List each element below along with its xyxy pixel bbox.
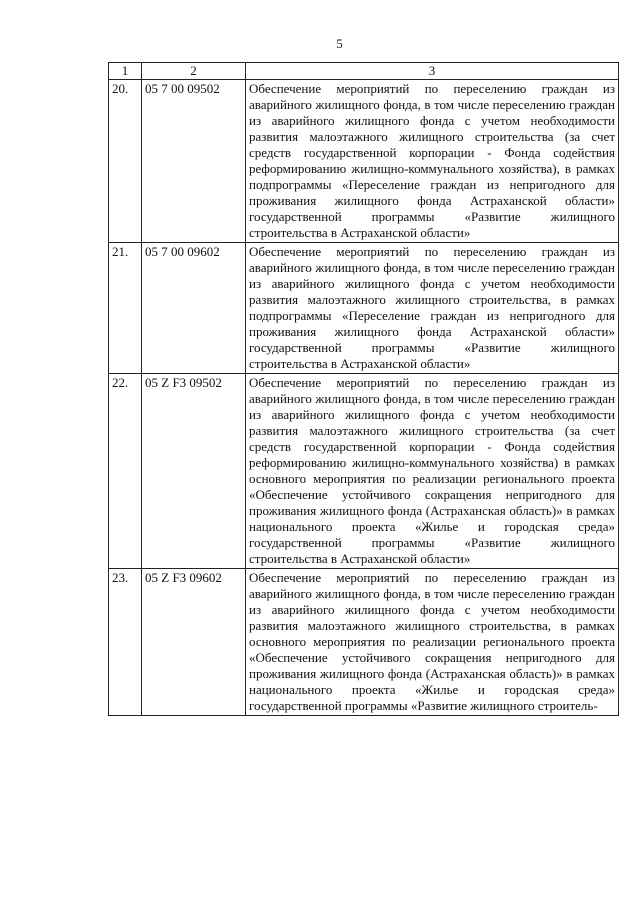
row-number: 21.	[109, 243, 142, 374]
table-row	[109, 243, 619, 374]
row-description: Обеспечение мероприятий по переселению граждан из аварийного жилищного фонда, в том числе переселению граждан из аварийного жилищного фонда с учетом необходимости развития малоэтажного жилищного строительства (за счет средств государственной корпорации - Фонда содействия реформированию жилищно-коммунального хозяйства) в рамках основного мероприятия по реализации регионального проекта «Обеспечение устойчивого сокращения непригодного для проживания жилищного фонда (Астраханская область)» в рамках национального проекта «Жилье и городская среда» государственной программы «Развитие жилищного строительства в Астраханской области»	[246, 374, 619, 569]
row-number: 22.	[109, 374, 142, 569]
row-code: 05 7 00 09602	[142, 243, 246, 374]
row-code: 05 7 00 09502	[142, 80, 246, 243]
header-col-2: 2	[142, 63, 246, 80]
row-code: 05 Z F3 09602	[142, 569, 246, 716]
budget-classification-table	[108, 62, 619, 716]
header-col-1: 1	[109, 63, 142, 80]
row-description: Обеспечение мероприятий по переселению граждан из аварийного жилищного фонда, в том числе переселению граждан из аварийного жилищного фонда с учетом необходимости развития малоэтажного жилищного строительства, в рамках основного мероприятия по реализации регионального проекта «Обеспечение устойчивого сокращения непригодного для проживания жилищного фонда (Астраханская область)» в рамках национального проекта «Жилье и городская среда» государственной программы «Развитие жилищного строитель-	[246, 569, 619, 716]
row-description: Обеспечение мероприятий по переселению граждан из аварийного жилищного фонда, в том числе переселению граждан из аварийного жилищного фонда с учетом необходимости развития малоэтажного жилищного строительства (за счет средств государственной корпорации - Фонда содействия реформированию жилищно-коммунального хозяйства), в рамках подпрограммы «Переселение граждан из непригодного для проживания жилищного фонда Астраханской области» государственной программы «Развитие жилищного строительства в Астраханской области»	[246, 80, 619, 243]
row-number: 23.	[109, 569, 142, 716]
table-row	[109, 569, 619, 716]
table-row	[109, 80, 619, 243]
row-code: 05 Z F3 09502	[142, 374, 246, 569]
row-description: Обеспечение мероприятий по переселению граждан из аварийного жилищного фонда, в том числе переселению граждан из аварийного жилищного фонда с учетом необходимости развития малоэтажного жилищного строительства, в рамках подпрограммы «Переселение граждан из непригодного для проживания жилищного фонда Астраханской области» государственной программы «Развитие жилищного строительства в Астраханской области»	[246, 243, 619, 374]
row-number: 20.	[109, 80, 142, 243]
header-col-3: 3	[246, 63, 619, 80]
page-number: 5	[336, 36, 343, 51]
table-row	[109, 374, 619, 569]
table-header-row	[109, 63, 619, 80]
